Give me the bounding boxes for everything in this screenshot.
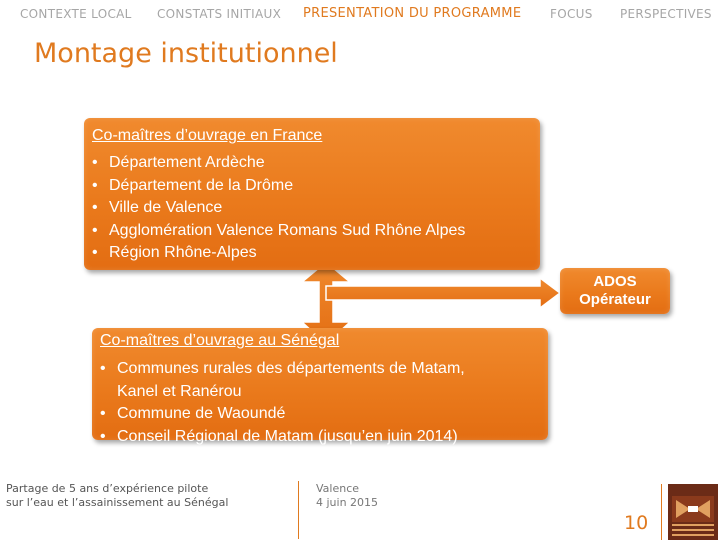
page-number: 10 (624, 512, 649, 534)
nav-item-perspectives[interactable]: PERSPECTIVES (620, 7, 712, 21)
list-item: • Commune de Waoundé (100, 405, 286, 422)
france-owners-box (84, 118, 540, 270)
list-item: • Communes rurales des départements de Matam, (100, 360, 465, 377)
list-item-continuation: Kanel et Ranérou (117, 382, 242, 400)
nav-item-contexte-local[interactable]: CONTEXTE LOCAL (20, 7, 132, 21)
horizontal-double-arrow (326, 278, 560, 308)
nav-item-focus[interactable]: FOCUS (550, 7, 593, 21)
list-item: • Département de la Drôme (92, 176, 294, 194)
list-item: • Agglomération Valence Romans Sud Rhône Alpes (92, 221, 466, 239)
ados-label: ADOS Opérateur (579, 273, 651, 308)
footer-divider-right (661, 484, 662, 540)
footer-subtitle: Partage de 5 ans d’expérience pilote sur l’eau et l’assainissement au Sénégal (6, 482, 229, 509)
list-item: • Conseil Régional de Matam (jusqu’en juin 2014) (100, 427, 458, 445)
france-heading: Co-maîtres d’ouvrage en France (92, 127, 323, 144)
list-item: • Région Rhône-Alpes (92, 244, 257, 261)
nav-item-presentation-programme[interactable]: PRESENTATION DU PROGRAMME (303, 6, 522, 21)
ados-logo (668, 484, 718, 540)
list-item: • Ville de Valence (92, 199, 223, 216)
senegal-heading: Co-maîtres d’ouvrage au Sénégal (100, 332, 340, 349)
slide-title: Montage institutionnel (34, 38, 338, 69)
ados-logo-graphic (668, 484, 718, 540)
ados-operator-box (560, 268, 670, 314)
footer-place-date: Valence 4 juin 2015 (316, 482, 379, 509)
senegal-list (100, 358, 465, 448)
nav-item-constats-initiaux[interactable]: CONSTATS INITIAUX (157, 7, 282, 21)
france-list (92, 152, 465, 265)
list-item: • Département Ardèche (92, 154, 265, 171)
footer-divider (298, 481, 299, 539)
senegal-owners-box (92, 328, 548, 445)
